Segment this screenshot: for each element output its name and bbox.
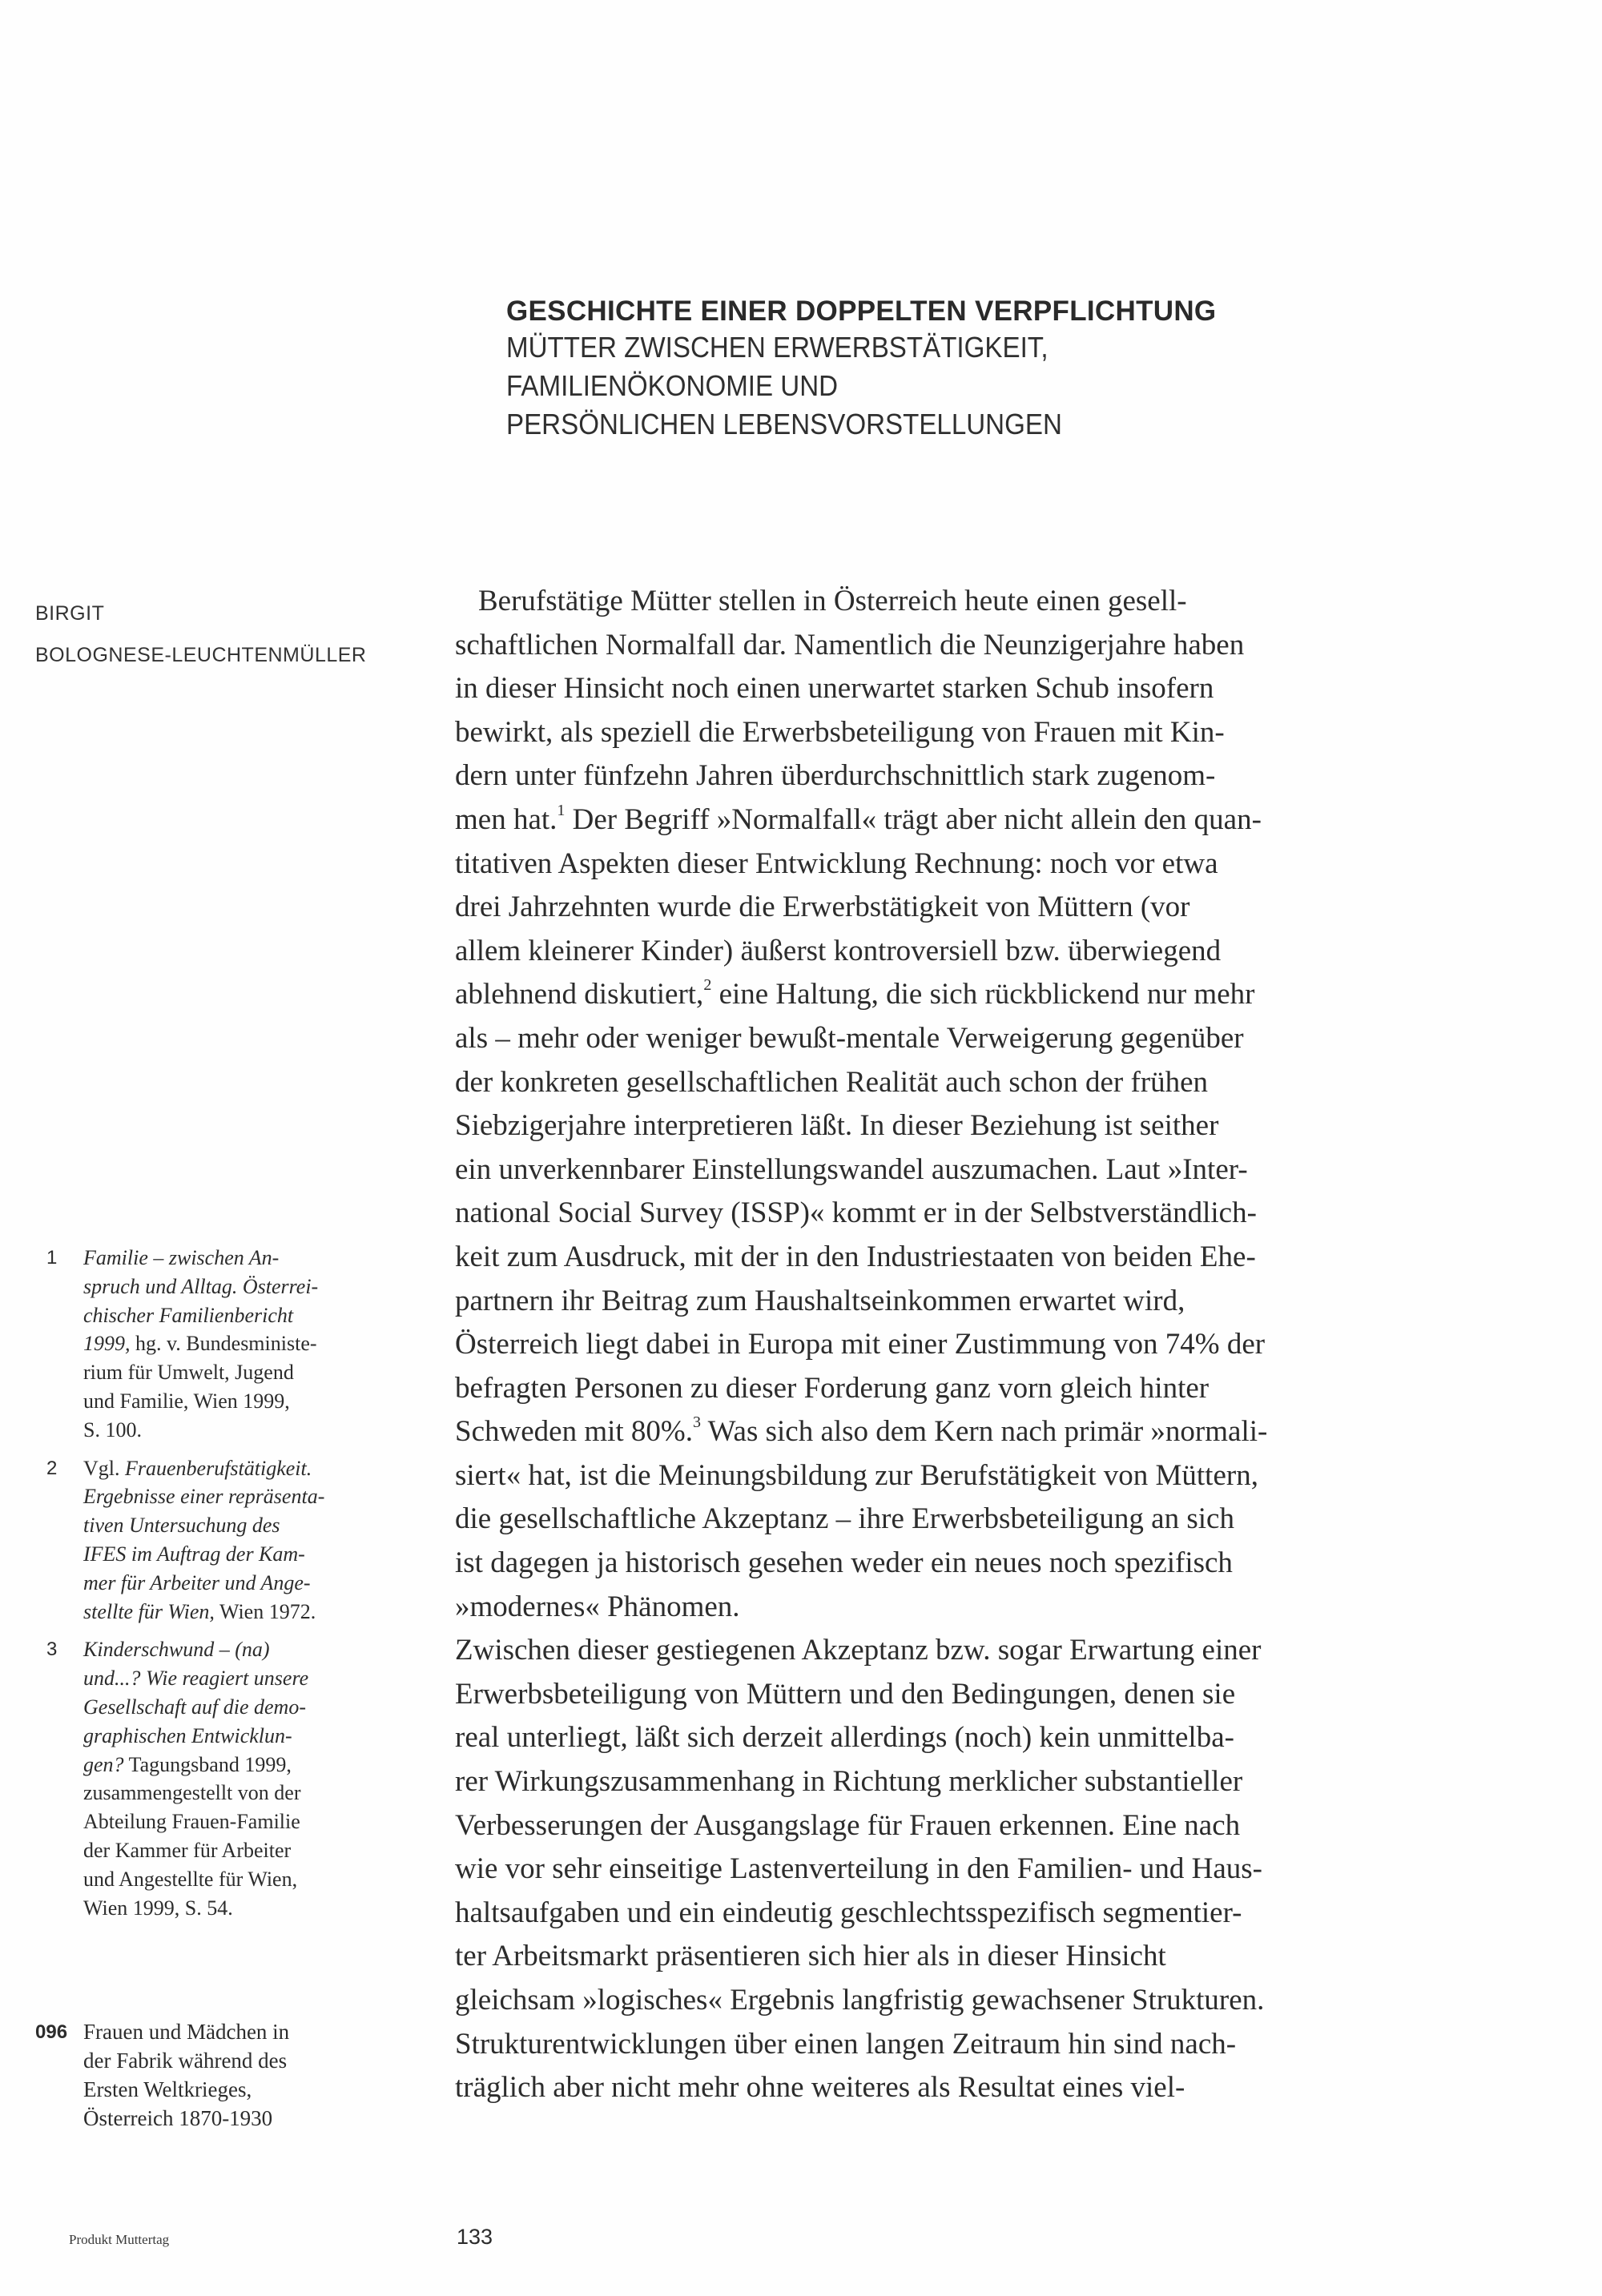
footnote-line: gen? Tagungsband 1999, bbox=[83, 1752, 292, 1776]
body-line: rer Wirkungszusammenhang in Richtung merklicher substantieller bbox=[455, 1765, 1243, 1799]
body-line: in dieser Hinsicht noch einen unerwartet starken Schub insofern bbox=[455, 672, 1214, 706]
body-text bbox=[455, 580, 1512, 2110]
footnote-reference[interactable]: 1 bbox=[557, 801, 566, 819]
footnote-line: mer für Arbeiter und Ange- bbox=[83, 1570, 311, 1594]
body-line: befragten Personen zu dieser Forderung ganz vorn gleich hinter bbox=[455, 1371, 1210, 1405]
chapter-title: GESCHICHTE EINER DOPPELTEN VERPFLICHTUNG bbox=[506, 296, 1217, 327]
body-line: der konkreten gesellschaftlichen Realität auch schon der frühen bbox=[455, 1065, 1209, 1099]
body-line: wie vor sehr einseitige Lastenverteilung in den Familien- und Haus- bbox=[455, 1852, 1262, 1886]
body-line: Berufstätige Mütter stellen in Österreich heute einen gesell- bbox=[478, 585, 1187, 617]
body-line: haltsaufgaben und ein eindeutig geschlechtsspezifisch segmentier- bbox=[455, 1896, 1242, 1929]
body-line: Schweden mit 80%.$^3$ Was sich also dem Kern nach primär »normali- bbox=[455, 1413, 1268, 1449]
caption-line: Frauen und Mädchen in bbox=[83, 2020, 290, 2044]
footnote-reference[interactable]: 2 bbox=[703, 976, 712, 995]
body-line: keit zum Ausdruck, mit der in den Industriestaaten von beiden Ehe- bbox=[455, 1240, 1256, 1273]
body-line: Zwischen dieser gestiegenen Akzeptanz bzw. sogar Erwartung einer bbox=[455, 1634, 1262, 1667]
footnote-line: S. 100. bbox=[83, 1417, 142, 1442]
body-line: die gesellschaftliche Akzeptanz – ihre Erwerbsbeteiligung an sich bbox=[455, 1502, 1234, 1536]
caption-line: der Fabrik während des bbox=[83, 2049, 288, 2073]
body-line: Strukturentwicklungen über einen langen Zeitraum hin sind nach- bbox=[455, 2027, 1237, 2061]
footnote-line: Kinderschwund – (na) bbox=[83, 1638, 270, 1662]
footnote-1 bbox=[35, 1244, 420, 1445]
body-line: schaftlichen Normalfall dar. Namentlich die Neunzigerjahre haben bbox=[455, 628, 1245, 661]
body-line: ter Arbeitsmarkt präsentieren sich hier als in dieser Hinsicht bbox=[455, 1940, 1166, 1973]
footnote-line: zusammengestellt von der bbox=[83, 1781, 301, 1805]
running-footer-title: Produkt Muttertag bbox=[69, 2232, 170, 2247]
footnote-line: und Angestellte für Wien, bbox=[83, 1867, 298, 1891]
footnote-line: spruch und Alltag. Österrei- bbox=[83, 1274, 319, 1298]
footnote-line: und Familie, Wien 1999, bbox=[83, 1389, 290, 1413]
body-line: men hat.$^1$ Der Begriff »Normalfall« trägt aber nicht allein den quan- bbox=[455, 801, 1262, 836]
author-first-name: BIRGIT bbox=[35, 602, 105, 625]
footnote-number: 2 bbox=[46, 1457, 58, 1479]
body-line: Österreich liegt dabei in Europa mit einer Zustimmung von 74% der bbox=[455, 1328, 1266, 1361]
page-number: 133 bbox=[457, 2225, 493, 2249]
body-line: partnern ihr Beitrag zum Haushaltseinkommen erwartet wird, bbox=[455, 1284, 1185, 1317]
footnote-line: stellte für Wien, Wien 1972. bbox=[83, 1599, 316, 1623]
body-line: Verbesserungen der Ausgangslage für Frauen erkennen. Eine nach bbox=[455, 1808, 1241, 1842]
footnote-line: Gesellschaft auf die demo- bbox=[83, 1695, 306, 1719]
footnotes bbox=[35, 1244, 420, 1932]
body-line: Erwerbsbeteiligung von Müttern und den Bedingungen, denen sie bbox=[455, 1677, 1236, 1711]
footnote-line: Vgl. Frauenberufstätigkeit. bbox=[83, 1456, 312, 1480]
body-line: bewirkt, als speziell die Erwerbsbeteiligung von Frauen mit Kin- bbox=[455, 715, 1225, 749]
body-line: allem kleinerer Kinder) äußerst kontroversiell bzw. überwiegend bbox=[455, 934, 1222, 967]
footnote-2 bbox=[35, 1454, 420, 1627]
footnote-line: der Kammer für Arbeiter bbox=[83, 1838, 292, 1862]
chapter-title-block bbox=[506, 295, 1548, 444]
chapter-subtitle-line-1: MÜTTER ZWISCHEN ERWERBSTÄTIGKEIT, bbox=[506, 331, 1049, 364]
chapter-subtitle-line-2: FAMILIENÖKONOMIE UND bbox=[506, 369, 839, 402]
footnote-line: Wien 1999, S. 54. bbox=[83, 1896, 233, 1920]
caption-line: Österreich 1870-1930 bbox=[83, 2106, 273, 2130]
footnote-line: Ergebnisse einer repräsenta- bbox=[83, 1485, 325, 1509]
footnote-line: und...? Wie reagiert unsere bbox=[83, 1667, 309, 1691]
footnote-line: 1999, hg. v. Bundesministe- bbox=[83, 1332, 317, 1356]
author-name bbox=[35, 593, 366, 676]
caption-line: Ersten Weltkrieges, bbox=[83, 2077, 252, 2101]
body-line: Siebzigerjahre interpretieren läßt. In dieser Beziehung ist seither bbox=[455, 1109, 1219, 1143]
footnote-line: graphischen Entwicklun- bbox=[83, 1723, 292, 1747]
footnote-number: 1 bbox=[46, 1247, 58, 1269]
body-line: real unterliegt, läßt sich derzeit allerdings (noch) kein unmittelba- bbox=[455, 1721, 1234, 1755]
body-line: dern unter fünfzehn Jahren überdurchschnittlich stark zugenom- bbox=[455, 759, 1216, 793]
body-line: ablehnend diskutiert,$^2$ eine Haltung, die sich rückblickend nur mehr bbox=[455, 976, 1255, 1011]
footnote-3 bbox=[35, 1635, 420, 1922]
body-line: ist dagegen ja historisch gesehen weder ein neues noch spezifisch bbox=[455, 1546, 1233, 1580]
footnote-line: Abteilung Frauen-Familie bbox=[83, 1810, 300, 1834]
body-line: ein unverkennbarer Einstellungswandel auszumachen. Laut »Inter- bbox=[455, 1152, 1248, 1186]
footnote-line: tiven Untersuchung des bbox=[83, 1514, 280, 1538]
footnote-reference[interactable]: 3 bbox=[692, 1413, 701, 1431]
figure-number: 096 bbox=[35, 2021, 68, 2043]
body-line: titativen Aspekten dieser Entwicklung Rechnung: noch vor etwa bbox=[455, 846, 1218, 880]
body-line: »modernes« Phänomen. bbox=[455, 1590, 740, 1623]
body-line: als – mehr oder weniger bewußt-mentale Verweigerung gegenüber bbox=[455, 1021, 1244, 1055]
footnote-line: rium für Umwelt, Jugend bbox=[83, 1361, 294, 1385]
body-line: national Social Survey (ISSP)« kommt er in der Selbstverständlich- bbox=[455, 1196, 1257, 1230]
body-line: träglich aber nicht mehr ohne weiteres als Resultat eines viel- bbox=[455, 2071, 1185, 2105]
footnote-line: Familie – zwischen An- bbox=[83, 1246, 280, 1269]
body-line: gleichsam »logisches« Ergebnis langfristig gewachsener Strukturen. bbox=[455, 1984, 1265, 2017]
body-line: drei Jahrzehnten wurde die Erwerbstätigkeit von Müttern (vor bbox=[455, 891, 1190, 924]
footnote-line: chischer Familienbericht bbox=[83, 1303, 294, 1327]
author-last-name: BOLOGNESE-LEUCHTENMÜLLER bbox=[35, 644, 367, 666]
footnote-number: 3 bbox=[46, 1639, 58, 1661]
chapter-subtitle-line-3: PERSÖNLICHEN LEBENSVORSTELLUNGEN bbox=[506, 408, 1062, 440]
figure-caption bbox=[35, 2017, 420, 2133]
body-line: siert« hat, ist die Meinungsbildung zur Berufstätigkeit von Müttern, bbox=[455, 1458, 1258, 1492]
footnote-line: IFES im Auftrag der Kam- bbox=[83, 1542, 305, 1566]
